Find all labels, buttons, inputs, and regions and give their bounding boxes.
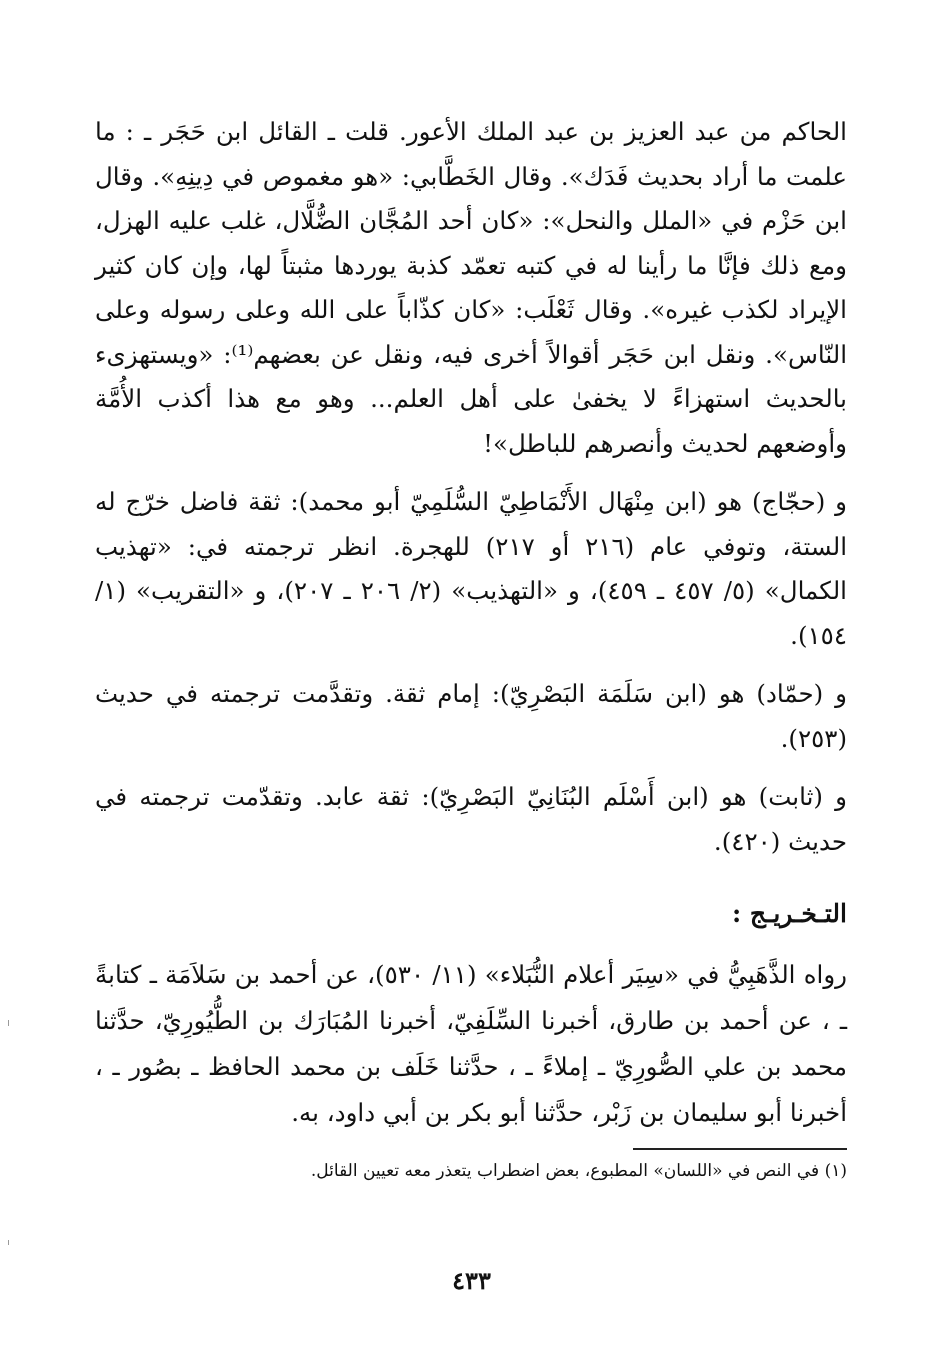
page-number: ٤٣٣	[452, 1266, 491, 1295]
footnote-divider	[633, 1148, 847, 1150]
paragraph-hammad: و (حمّاد) هو (ابن سَلَمَة البَصْرِيّ): إمام ثقة. وتقدَّمت ترجمته في حديث (٢٥٣).	[95, 679, 847, 753]
scan-edge-mark	[8, 1240, 9, 1245]
paragraph-hajjaj: و (حجّاج) هو (ابن مِنْهَال الأَنْمَاطِيّ السُّلَمِيّ أبو محمد): ثقة فاضل خرّج له الستة، وتوفي عام (٢١٦ أو ٢١٧) للهجرة. انظر ترجمته في: «تهذيب الكمال» (٥/ ٤٥٧ ـ ٤٥٩)، و «التهذيب» (٢/ ٢٠٦ ـ ٢٠٧)، و «التقريب» (١/ ١٥٤).	[95, 487, 847, 650]
section-heading-takhrij: التـخـريـج :	[731, 899, 847, 928]
page-body	[95, 110, 847, 1186]
scan-edge-mark	[8, 1020, 9, 1026]
paragraph-thabit: و (ثابت) هو (ابن أَسْلَم البُنَانِيّ البَصْرِيّ): ثقة عابد. وتقدّمت ترجمته في حديث (٤٢٠).	[95, 782, 847, 856]
footnote: (١) في النص في «اللسان» المطبوع، بعض اضطراب يتعذر معه تعيين القائل.	[310, 1161, 847, 1181]
paragraph-narrator-critique: الحاكم من عبد العزيز بن عبد الملك الأعور. قلت ـ القائل ابن حَجَر ـ : ما علمت ما أراد بحديث فَدَك». وقال الخَطَّابي: «هو مغموص في دِينِهِ». وقال ابن حَزْم في «الملل والنحل»: «كان أحد المُجَّان الضُّلَّال، غلب عليه الهزل، ومع ذلك فإنَّا ما رأينا له في كتبه تعمّد كذبة يوردها مثبتاً لها، وإن كان كثير الإيراد لكذب غيره». وقال ثَعْلَب: «كان كذّاباً على الله وعلى رسوله وعلى النّاس». ونقل ابن حَجَر أقوالاً أخرى فيه، ونقل عن بعضهم⁽¹⁾: «ويستهزىء بالحديث استهزاءً لا يخفىٰ على أهل العلم... وهو مع هذا أكذب الأُمَّة وأوضعهم لحديث وأنصرهم للباطل»!	[95, 117, 847, 458]
paragraph-takhrij: رواه الذَّهَبِيُّ في «سِيَر أعلام النُّبَلاء» (١١/ ٥٣٠)، عن أحمد بن سَلاَمَة ـ كتابةً ـ ، عن أحمد بن طارق، أخبرنا السِّلَفِيّ، أخبرنا المُبَارَك بن الطُّيُورِيّ، حدَّثنا محمد بن علي الصُّورِيّ ـ إملاءً ـ ، حدَّثنا خَلَف بن محمد الحافظ ـ بصُور ـ ، أخبرنا أبو سليمان بن زَبْر، حدَّثنا أبو بكر بن أبي داود، به.	[95, 960, 848, 1127]
